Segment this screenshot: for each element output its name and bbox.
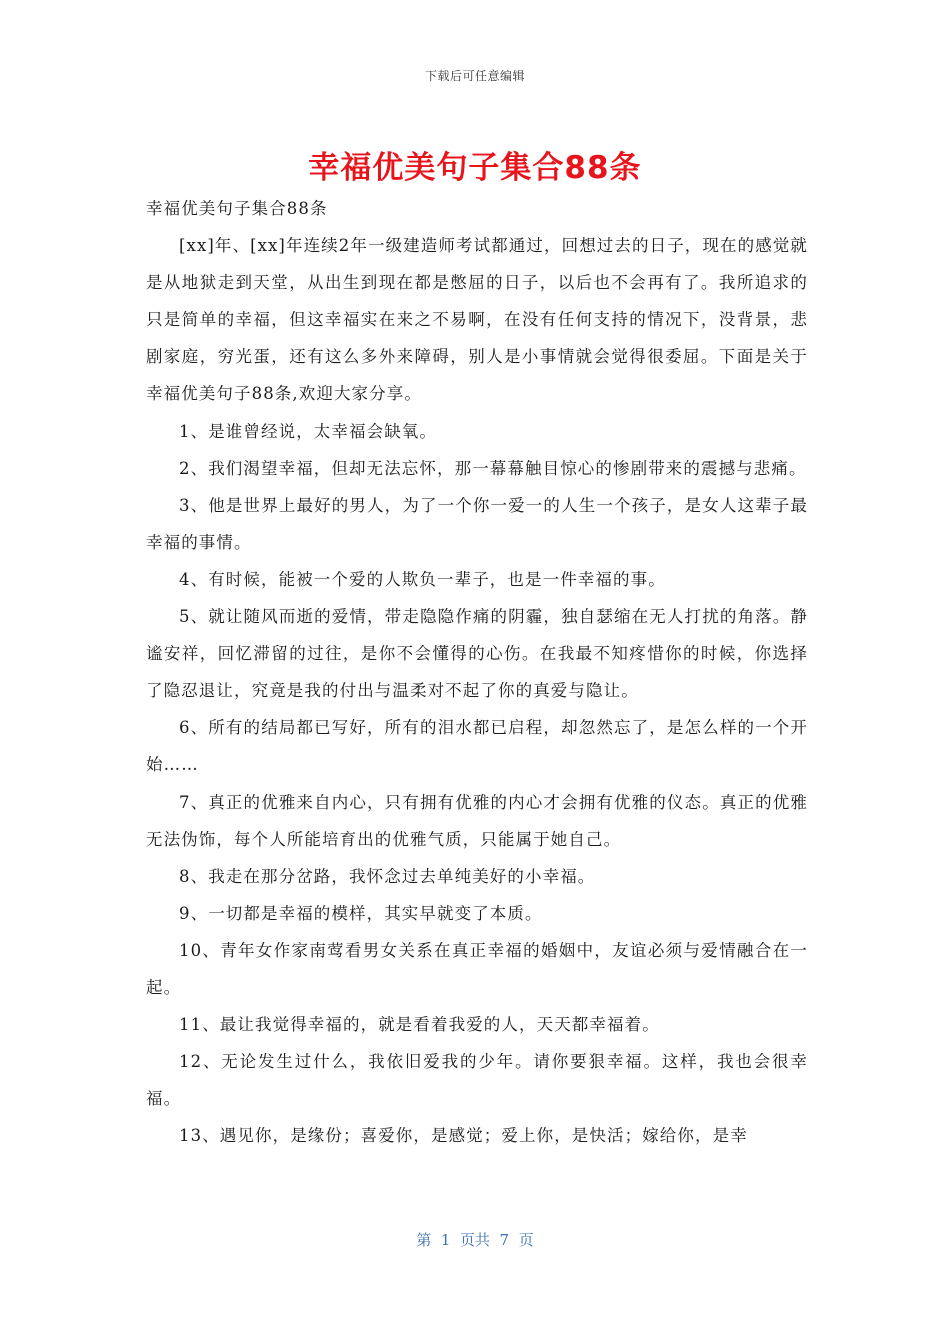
list-item: 11、最让我觉得幸福的，就是看着我爱的人，天天都幸福着。 xyxy=(179,1015,660,1035)
list-item: 12、无论发生过什么，我依旧爱我的少年。请你要狠幸福。这样，我也会很幸福。 xyxy=(146,1052,808,1109)
list-item: 7、真正的优雅来自内心，只有拥有优雅的内心才会拥有优雅的仪态。真正的优雅无法伪饰，每个人所能培育出的优雅气质，只能属于她自己。 xyxy=(146,792,808,849)
list-item: 8、我走在那分岔路，我怀念过去单纯美好的小幸福。 xyxy=(179,866,596,886)
list-item: 1、是谁曾经说，太幸福会缺氧。 xyxy=(179,421,437,441)
list-item: 6、所有的结局都已写好，所有的泪水都已启程，却忽然忘了，是怎么样的一个开始…… xyxy=(146,718,808,775)
list-item: 9、一切都是幸福的模样，其实早就变了本质。 xyxy=(179,903,543,923)
page-header-note: 下载后可任意编辑 xyxy=(424,69,525,83)
list-item: 13、遇见你，是缘份；喜爱你，是感觉；爱上你，是快活；嫁给你，是幸 xyxy=(179,1126,748,1146)
list-item: 3、他是世界上最好的男人，为了一个你一爱一的人生一个孩子，是女人这辈子最幸福的事情。 xyxy=(146,495,808,552)
document-body xyxy=(146,190,808,1154)
list-item: 10、青年女作家南莺看男女关系在真正幸福的婚姻中，友谊必须与爱情融合在一起。 xyxy=(146,940,808,997)
document-title: 幸福优美句子集合88条 xyxy=(308,150,642,186)
list-item: 2、我们渴望幸福，但却无法忘怀，那一幕幕触目惊心的惨剧带来的震撼与悲痛。 xyxy=(179,458,807,478)
document-subtitle: 幸福优美句子集合88条 xyxy=(146,199,328,218)
list-item: 5、就让随风而逝的爱情，带走隐隐作痛的阴霾，独自瑟缩在无人打扰的角落。静谧安祥，回忆滞留的过往，是你不会懂得的心伤。在我最不知疼惜你的时候，你选择了隐忍退让，究竟是我的付出与温柔对不起了你的真爱与隐让。 xyxy=(146,607,808,701)
intro-paragraph: [xx]年、[xx]年连续2年一级建造师考试都通过，回想过去的日子，现在的感觉就是从地狱走到天堂，从出生到现在都是憋屈的日子，以后也不会再有了。我所追求的只是简单的幸福，但这幸福实在来之不易啊，在没有任何支持的情况下，没背景，悲剧家庭，穷光蛋，还有这么多外来障碍，别人是小事情就会觉得很委屈。下面是关于幸福优美句子88条,欢迎大家分享。 xyxy=(146,236,808,404)
list-item: 4、有时候，能被一个爱的人欺负一辈子，也是一件幸福的事。 xyxy=(179,569,666,589)
page-footer-number: 第 1 页共 7 页 xyxy=(416,1231,534,1249)
